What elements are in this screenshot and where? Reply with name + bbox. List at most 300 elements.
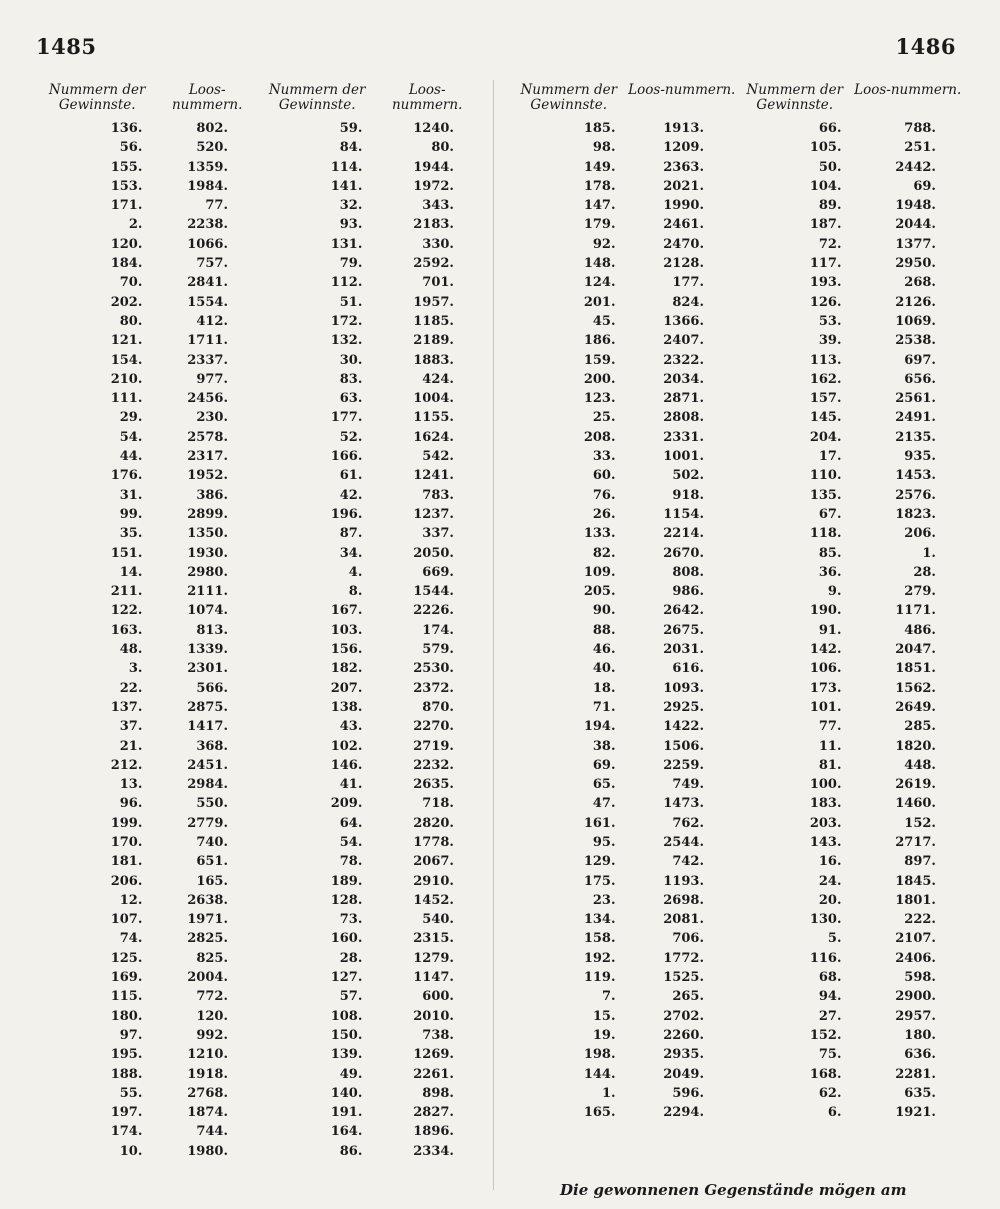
lot-number-cell: 2957. <box>895 1008 936 1024</box>
lot-number-cell: 596. <box>672 1085 704 1101</box>
lot-number-cell: 2925. <box>663 699 704 715</box>
lot-number-cell: 1952. <box>187 468 228 484</box>
column-divider <box>493 80 494 1190</box>
lot-number-cell: 2984. <box>187 777 228 793</box>
lot-number-cell: 1562. <box>895 680 936 696</box>
lot-number-cell: 1422. <box>663 719 704 735</box>
table-row <box>510 929 962 948</box>
lot-number-cell: 2301. <box>187 661 228 677</box>
lot-number-cell: 1377. <box>895 236 936 252</box>
lot-number-cell: 2031. <box>663 642 704 658</box>
prize-number-cell: 77. <box>818 719 842 735</box>
prize-number-cell: 33. <box>592 449 616 465</box>
lot-number-cell: 1452. <box>413 892 454 908</box>
prize-number-cell: 73. <box>339 912 363 928</box>
lot-number-cell: 2491. <box>895 410 936 426</box>
prize-number-cell: 84. <box>339 140 363 156</box>
prize-number-cell: 113. <box>809 352 842 368</box>
lot-number-cell: 152. <box>904 815 936 831</box>
prize-number-cell: 23. <box>592 892 616 908</box>
lot-number-cell: 386. <box>196 487 228 503</box>
prize-number-cell: 25. <box>592 410 616 426</box>
lot-number-cell: 1883. <box>413 352 454 368</box>
lot-number-cell: 1093. <box>663 680 704 696</box>
right-column-header <box>510 83 962 119</box>
lot-number-cell: 2899. <box>187 506 228 522</box>
lot-number-cell: 2451. <box>187 757 228 773</box>
lot-number-cell: 2875. <box>187 699 228 715</box>
prize-number-cell: 168. <box>809 1066 842 1082</box>
table-row <box>40 505 480 524</box>
prize-number-cell: 104. <box>809 178 842 194</box>
prize-number-cell: 60. <box>592 468 616 484</box>
prize-number-cell: 140. <box>330 1085 363 1101</box>
lot-number-cell: 177. <box>672 275 704 291</box>
table-row <box>40 833 480 852</box>
prize-number-cell: 185. <box>583 121 616 136</box>
lot-number-cell: 2260. <box>663 1027 704 1043</box>
lot-number-cell: 757. <box>196 256 228 272</box>
table-row <box>510 1026 962 1045</box>
lot-number-cell: 251. <box>904 140 936 156</box>
prize-number-cell: 107. <box>110 912 143 928</box>
prize-number-cell: 182. <box>330 661 363 677</box>
table-row <box>40 119 480 138</box>
prize-number-cell: 135. <box>809 487 842 503</box>
table-row <box>40 659 480 678</box>
prize-number-cell: 46. <box>592 642 616 658</box>
lot-number-cell: 343. <box>422 198 454 214</box>
lot-number-cell: 2107. <box>895 931 936 947</box>
prize-number-cell: 1. <box>601 1085 616 1101</box>
prize-number-cell: 3. <box>128 661 143 677</box>
prize-number-cell: 151. <box>110 545 143 561</box>
left-column-header <box>40 83 480 119</box>
table-row <box>510 601 962 620</box>
lot-number-cell: 1980. <box>187 1143 228 1159</box>
prize-number-cell: 37. <box>119 719 143 735</box>
lot-number-cell: 2719. <box>413 738 454 754</box>
prize-number-cell: 70. <box>119 275 143 291</box>
prize-number-cell: 7. <box>601 989 616 1005</box>
prize-number-cell: 110. <box>809 468 842 484</box>
lot-number-cell: 1971. <box>187 912 228 928</box>
prize-number-cell: 8. <box>348 584 363 600</box>
prize-number-cell: 53. <box>818 313 842 329</box>
lot-number-cell: 368. <box>196 738 228 754</box>
table-row <box>510 1084 962 1103</box>
lot-number-cell: 2638. <box>187 892 228 908</box>
table-row <box>40 447 480 466</box>
lot-number-cell: 2317. <box>187 449 228 465</box>
prize-number-cell: 80. <box>119 313 143 329</box>
lot-number-cell: 2214. <box>663 526 704 542</box>
table-row <box>510 293 962 312</box>
prize-number-cell: 197. <box>110 1105 143 1121</box>
lot-number-cell: 448. <box>904 757 936 773</box>
lot-number-cell: 2270. <box>413 719 454 735</box>
prize-number-cell: 83. <box>339 371 363 387</box>
prize-number-cell: 201. <box>583 294 616 310</box>
lot-number-cell: 337. <box>422 526 454 542</box>
left-table-body <box>40 119 480 1161</box>
lot-number-cell: 1896. <box>413 1124 454 1140</box>
prize-number-cell: 193. <box>809 275 842 291</box>
prize-number-cell: 160. <box>330 931 363 947</box>
table-row <box>510 910 962 929</box>
prize-number-cell: 156. <box>330 642 363 658</box>
prize-number-cell: 183. <box>809 796 842 812</box>
prize-number-cell: 93. <box>339 217 363 233</box>
table-row <box>510 370 962 389</box>
prize-number-cell: 211. <box>110 584 143 600</box>
prize-number-cell: 208. <box>583 429 616 445</box>
lot-number-cell: 669. <box>422 564 454 580</box>
lot-number-cell: 1069. <box>895 313 936 329</box>
table-row <box>40 273 480 292</box>
prize-number-cell: 137. <box>110 699 143 715</box>
table-row <box>40 1007 480 1026</box>
table-row <box>40 254 480 273</box>
prize-number-cell: 188. <box>110 1066 143 1082</box>
prize-number-cell: 22. <box>119 680 143 696</box>
table-row <box>40 1103 480 1122</box>
prize-number-cell: 163. <box>110 622 143 638</box>
table-row <box>510 138 962 157</box>
lot-number-cell: 1001. <box>663 449 704 465</box>
table-row <box>510 254 962 273</box>
lot-number-cell: 1279. <box>413 950 454 966</box>
table-row <box>40 601 480 620</box>
table-row <box>40 351 480 370</box>
lot-number-cell: 2135. <box>895 429 936 445</box>
prize-number-cell: 119. <box>583 970 616 986</box>
lot-number-cell: 2044. <box>895 217 936 233</box>
header-nummern-der-gewinnste: Nummern der Gewinnste. <box>48 82 146 113</box>
prize-number-cell: 192. <box>583 950 616 966</box>
prize-number-cell: 194. <box>583 719 616 735</box>
lot-number-cell: 1823. <box>895 506 936 522</box>
prize-number-cell: 186. <box>583 333 616 349</box>
prize-number-cell: 124. <box>583 275 616 291</box>
lot-number-cell: 1209. <box>663 140 704 156</box>
prize-number-cell: 138. <box>330 699 363 715</box>
lot-number-cell: 520. <box>196 140 228 156</box>
prize-number-cell: 16. <box>818 854 842 870</box>
prize-number-cell: 161. <box>583 815 616 831</box>
prize-number-cell: 6. <box>827 1105 842 1121</box>
prize-number-cell: 29. <box>119 410 143 426</box>
lot-number-cell: 2768. <box>187 1085 228 1101</box>
prize-number-cell: 11. <box>818 738 842 754</box>
lot-number-cell: 1066. <box>187 236 228 252</box>
lot-number-cell: 28. <box>913 564 936 580</box>
lot-number-cell: 80. <box>431 140 454 156</box>
right-column <box>510 83 962 1122</box>
table-row <box>510 833 962 852</box>
table-row <box>510 312 962 331</box>
table-row <box>40 968 480 987</box>
prize-number-cell: 56. <box>119 140 143 156</box>
table-row <box>40 756 480 775</box>
prize-number-cell: 57. <box>339 989 363 1005</box>
lot-number-cell: 2825. <box>187 931 228 947</box>
prize-number-cell: 118. <box>809 526 842 542</box>
lot-number-cell: 2456. <box>187 391 228 407</box>
lot-number-cell: 2281. <box>895 1066 936 1082</box>
table-row <box>40 621 480 640</box>
lot-number-cell: 1155. <box>413 410 454 426</box>
table-row <box>40 389 480 408</box>
lot-number-cell: 2717. <box>895 834 936 850</box>
lot-number-cell: 2128. <box>663 256 704 272</box>
lot-number-cell: 1241. <box>413 468 454 484</box>
prize-number-cell: 157. <box>809 391 842 407</box>
lot-number-cell: 2407. <box>663 333 704 349</box>
lot-number-cell: 2538. <box>895 333 936 349</box>
lot-number-cell: 1801. <box>895 892 936 908</box>
lot-number-cell: 824. <box>672 294 704 310</box>
prize-number-cell: 158. <box>583 931 616 947</box>
prize-number-cell: 5. <box>827 931 842 947</box>
prize-number-cell: 131. <box>330 236 363 252</box>
prize-number-cell: 134. <box>583 912 616 928</box>
prize-number-cell: 42. <box>339 487 363 503</box>
lot-number-cell: 330. <box>422 236 454 252</box>
prize-number-cell: 26. <box>592 506 616 522</box>
prize-number-cell: 34. <box>339 545 363 561</box>
lot-number-cell: 636. <box>904 1047 936 1063</box>
lot-number-cell: 742. <box>672 854 704 870</box>
lot-number-cell: 600. <box>422 989 454 1005</box>
prize-number-cell: 203. <box>809 815 842 831</box>
lot-number-cell: 1820. <box>895 738 936 754</box>
lot-number-cell: 550. <box>196 796 228 812</box>
table-row <box>40 891 480 910</box>
lot-number-cell: 2010. <box>413 1008 454 1024</box>
footer-text: Die gewonnenen Gegenstände mögen am <box>560 1181 907 1199</box>
prize-number-cell: 54. <box>339 834 363 850</box>
lot-number-cell: 2315. <box>413 931 454 947</box>
prize-number-cell: 39. <box>818 333 842 349</box>
prize-number-cell: 133. <box>583 526 616 542</box>
lot-number-cell: 2322. <box>663 352 704 368</box>
prize-number-cell: 74. <box>119 931 143 947</box>
lot-number-cell: 1359. <box>187 159 228 175</box>
prize-number-cell: 195. <box>110 1047 143 1063</box>
lot-number-cell: 2238. <box>187 217 228 233</box>
lot-number-cell: 2034. <box>663 371 704 387</box>
prize-number-cell: 123. <box>583 391 616 407</box>
lot-number-cell: 2900. <box>895 989 936 1005</box>
prize-number-cell: 15. <box>592 1008 616 1024</box>
header-loosnummern: Loos-nummern. <box>171 82 243 113</box>
lot-number-cell: 651. <box>196 854 228 870</box>
prize-number-cell: 98. <box>592 140 616 156</box>
right-table-body <box>510 119 962 1122</box>
lot-number-cell: 77. <box>205 198 228 214</box>
prize-number-cell: 65. <box>592 777 616 793</box>
table-row <box>510 737 962 756</box>
lot-number-cell: 813. <box>196 622 228 638</box>
lot-number-cell: 898. <box>422 1085 454 1101</box>
lot-number-cell: 1350. <box>187 526 228 542</box>
table-row <box>510 582 962 601</box>
lot-number-cell: 1. <box>922 545 936 561</box>
prize-number-cell: 120. <box>110 236 143 252</box>
table-row <box>510 389 962 408</box>
prize-number-cell: 153. <box>110 178 143 194</box>
page-number-left: 1485 <box>36 34 97 59</box>
table-row <box>40 775 480 794</box>
table-row <box>510 987 962 1006</box>
table-row <box>510 949 962 968</box>
lot-number-cell: 2561. <box>895 391 936 407</box>
prize-number-cell: 76. <box>592 487 616 503</box>
prize-number-cell: 146. <box>330 757 363 773</box>
lot-number-cell: 616. <box>672 661 704 677</box>
prize-number-cell: 172. <box>330 313 363 329</box>
header-loosnummern: Loos-nummern. <box>391 82 463 113</box>
lot-number-cell: 701. <box>422 275 454 291</box>
prize-number-cell: 105. <box>809 140 842 156</box>
lot-number-cell: 2406. <box>895 950 936 966</box>
lot-number-cell: 2576. <box>895 487 936 503</box>
lot-number-cell: 1004. <box>413 391 454 407</box>
table-row <box>510 1065 962 1084</box>
lot-number-cell: 802. <box>196 121 228 136</box>
lot-number-cell: 2183. <box>413 217 454 233</box>
lot-number-cell: 2331. <box>663 429 704 445</box>
table-row <box>510 196 962 215</box>
prize-number-cell: 24. <box>818 873 842 889</box>
lot-number-cell: 2461. <box>663 217 704 233</box>
prize-number-cell: 112. <box>330 275 363 291</box>
lot-number-cell: 1074. <box>187 603 228 619</box>
lot-number-cell: 268. <box>904 275 936 291</box>
prize-number-cell: 109. <box>583 564 616 580</box>
prize-number-cell: 90. <box>592 603 616 619</box>
lot-number-cell: 2049. <box>663 1066 704 1082</box>
lot-number-cell: 2910. <box>413 873 454 889</box>
prize-number-cell: 143. <box>809 834 842 850</box>
prize-number-cell: 180. <box>110 1008 143 1024</box>
prize-number-cell: 169. <box>110 970 143 986</box>
prize-number-cell: 207. <box>330 680 363 696</box>
prize-number-cell: 85. <box>818 545 842 561</box>
table-row <box>510 331 962 350</box>
prize-number-cell: 189. <box>330 873 363 889</box>
lot-number-cell: 486. <box>904 622 936 638</box>
prize-number-cell: 81. <box>818 757 842 773</box>
prize-number-cell: 142. <box>809 642 842 658</box>
lot-number-cell: 825. <box>196 950 228 966</box>
table-row <box>40 486 480 505</box>
table-row <box>40 563 480 582</box>
lot-number-cell: 1417. <box>187 719 228 735</box>
lot-number-cell: 412. <box>196 313 228 329</box>
lot-number-cell: 1506. <box>663 738 704 754</box>
lot-number-cell: 1339. <box>187 642 228 658</box>
table-row <box>40 1045 480 1064</box>
table-row <box>40 1026 480 1045</box>
prize-number-cell: 187. <box>809 217 842 233</box>
lot-number-cell: 977. <box>196 371 228 387</box>
prize-number-cell: 61. <box>339 468 363 484</box>
prize-number-cell: 198. <box>583 1047 616 1063</box>
lot-number-cell: 2021. <box>663 178 704 194</box>
table-row <box>510 1007 962 1026</box>
lot-number-cell: 2702. <box>663 1008 704 1024</box>
prize-number-cell: 171. <box>110 198 143 214</box>
lot-number-cell: 1874. <box>187 1105 228 1121</box>
prize-number-cell: 125. <box>110 950 143 966</box>
prize-number-cell: 177. <box>330 410 363 426</box>
prize-number-cell: 202. <box>110 294 143 310</box>
lot-number-cell: 2698. <box>663 892 704 908</box>
table-row <box>40 698 480 717</box>
prize-number-cell: 164. <box>330 1124 363 1140</box>
lot-number-cell: 2675. <box>663 622 704 638</box>
lot-number-cell: 2261. <box>413 1066 454 1082</box>
lot-number-cell: 2334. <box>413 1143 454 1159</box>
lot-number-cell: 918. <box>672 487 704 503</box>
prize-number-cell: 64. <box>339 815 363 831</box>
lot-number-cell: 788. <box>904 121 936 136</box>
prize-number-cell: 28. <box>339 950 363 966</box>
prize-number-cell: 167. <box>330 603 363 619</box>
table-row <box>510 235 962 254</box>
prize-number-cell: 51. <box>339 294 363 310</box>
prize-number-cell: 67. <box>818 506 842 522</box>
prize-number-cell: 173. <box>809 680 842 696</box>
lot-number-cell: 870. <box>422 699 454 715</box>
table-row <box>510 968 962 987</box>
prize-number-cell: 136. <box>110 121 143 136</box>
prize-number-cell: 95. <box>592 834 616 850</box>
lot-number-cell: 2189. <box>413 333 454 349</box>
prize-number-cell: 175. <box>583 873 616 889</box>
table-row <box>40 717 480 736</box>
lot-number-cell: 2442. <box>895 159 936 175</box>
table-row <box>510 544 962 563</box>
lot-number-cell: 598. <box>904 970 936 986</box>
header-nummern-der-gewinnste: Nummern der Gewinnste. <box>268 82 366 113</box>
prize-number-cell: 69. <box>592 757 616 773</box>
lot-number-cell: 1948. <box>895 198 936 214</box>
table-row <box>40 737 480 756</box>
prize-number-cell: 102. <box>330 738 363 754</box>
table-row <box>40 814 480 833</box>
prize-number-cell: 49. <box>339 1066 363 1082</box>
lot-number-cell: 1544. <box>413 584 454 600</box>
prize-number-cell: 21. <box>119 738 143 754</box>
table-row <box>40 1065 480 1084</box>
table-row <box>40 235 480 254</box>
lot-number-cell: 2642. <box>663 603 704 619</box>
prize-number-cell: 96. <box>119 796 143 812</box>
table-row <box>40 794 480 813</box>
table-row <box>40 428 480 447</box>
lot-number-cell: 285. <box>904 719 936 735</box>
prize-number-cell: 178. <box>583 178 616 194</box>
lot-number-cell: 1972. <box>413 178 454 194</box>
lot-number-cell: 1930. <box>187 545 228 561</box>
lot-number-cell: 2337. <box>187 352 228 368</box>
header-nummern-der-gewinnste: Nummern der Gewinnste. <box>520 82 618 113</box>
table-row <box>40 1084 480 1103</box>
table-row <box>510 119 962 138</box>
